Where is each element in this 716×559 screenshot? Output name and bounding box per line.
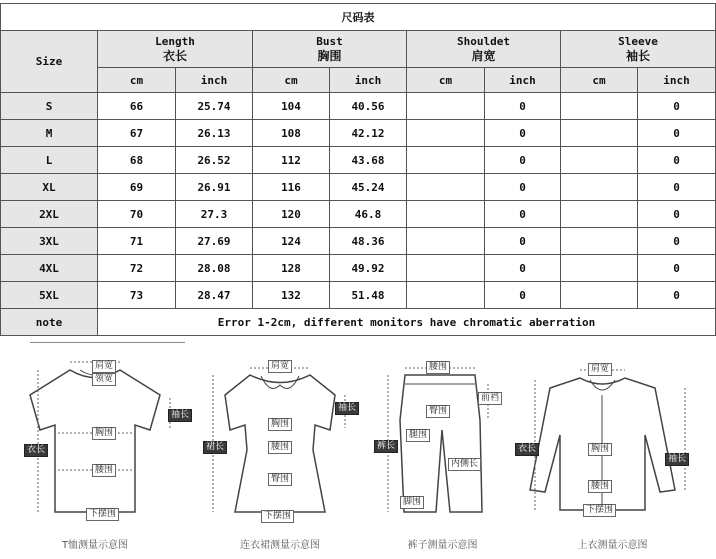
chest-label: 胸围 — [588, 443, 612, 456]
table-cell: 0 — [638, 93, 716, 120]
length-label: 裙长 — [203, 441, 227, 454]
table-row — [1, 174, 716, 201]
table-cell: 0 — [485, 201, 561, 228]
waist-label: 腰围 — [92, 464, 116, 477]
table-cell: 51.48 — [330, 282, 407, 309]
waist-label: 腰围 — [588, 480, 612, 493]
size-cell: L — [1, 147, 98, 174]
chest-label: 胸围 — [268, 418, 292, 431]
table-cell: 0 — [485, 147, 561, 174]
table-cell — [561, 174, 638, 201]
front-rise-label: 前裆 — [478, 392, 502, 405]
size-cell: S — [1, 93, 98, 120]
table-cell: 49.92 — [330, 255, 407, 282]
unit-header: cm — [407, 68, 485, 93]
foot-label: 脚围 — [400, 496, 424, 509]
table-cell: 40.56 — [330, 93, 407, 120]
size-column-header: Size — [1, 31, 98, 93]
length-header: Length 衣长 — [98, 31, 253, 68]
table-cell: 0 — [485, 282, 561, 309]
table-cell: 0 — [638, 174, 716, 201]
table-cell — [561, 93, 638, 120]
unit-header: inch — [176, 68, 253, 93]
bust-header: Bust 胸围 — [253, 31, 407, 68]
table-cell: 108 — [253, 120, 330, 147]
note-label: note — [1, 309, 98, 336]
table-row — [1, 93, 716, 120]
table-cell: 128 — [253, 255, 330, 282]
size-cell: 5XL — [1, 282, 98, 309]
table-cell: 0 — [638, 255, 716, 282]
table-cell: 112 — [253, 147, 330, 174]
table-cell: 0 — [485, 93, 561, 120]
table-cell — [407, 255, 485, 282]
size-cell: XL — [1, 174, 98, 201]
unit-header: cm — [98, 68, 176, 93]
size-cell: 2XL — [1, 201, 98, 228]
table-cell: 0 — [485, 120, 561, 147]
table-cell: 0 — [638, 201, 716, 228]
sleeve-label: 袖长 — [168, 409, 192, 422]
unit-header: cm — [561, 68, 638, 93]
table-cell: 0 — [638, 120, 716, 147]
shirt-drawing — [515, 340, 710, 559]
pants-caption: 裤子测量示意图 — [407, 540, 478, 551]
measurement-diagrams — [0, 340, 716, 559]
table-cell: 43.68 — [330, 147, 407, 174]
unit-header: inch — [485, 68, 561, 93]
table-cell: 0 — [638, 228, 716, 255]
shirt-diagram — [515, 340, 710, 559]
hem-label: 下摆围 — [86, 508, 119, 521]
table-cell: 67 — [98, 120, 176, 147]
table-cell: 28.08 — [176, 255, 253, 282]
table-cell: 132 — [253, 282, 330, 309]
table-cell: 73 — [98, 282, 176, 309]
table-row — [1, 255, 716, 282]
hem-label: 下摆围 — [261, 510, 294, 523]
length-label: 衣长 — [515, 443, 539, 456]
table-cell: 70 — [98, 201, 176, 228]
table-cell — [407, 120, 485, 147]
hip-label: 臀围 — [426, 405, 450, 418]
table-cell: 124 — [253, 228, 330, 255]
unit-header: inch — [638, 68, 716, 93]
table-cell — [561, 282, 638, 309]
size-table — [0, 3, 716, 336]
table-cell — [561, 201, 638, 228]
table-cell: 46.8 — [330, 201, 407, 228]
table-cell: 0 — [638, 147, 716, 174]
table-cell: 69 — [98, 174, 176, 201]
table-cell: 71 — [98, 228, 176, 255]
shirt-caption: 上衣测量示意图 — [577, 540, 648, 551]
size-cell: M — [1, 120, 98, 147]
table-title: 尺码表 — [1, 4, 716, 31]
chest-label: 胸围 — [92, 427, 116, 440]
table-cell: 66 — [98, 93, 176, 120]
table-cell: 26.91 — [176, 174, 253, 201]
hip-label: 臀围 — [268, 473, 292, 486]
inseam-label: 内侧长 — [448, 458, 481, 471]
table-cell: 116 — [253, 174, 330, 201]
unit-header: cm — [253, 68, 330, 93]
shoulder-header: Shouldet 肩宽 — [407, 31, 561, 68]
dress-diagram — [195, 340, 365, 559]
table-cell: 26.13 — [176, 120, 253, 147]
hem-label: 下摆围 — [583, 504, 616, 517]
table-row — [1, 120, 716, 147]
size-cell: 3XL — [1, 228, 98, 255]
table-cell — [407, 282, 485, 309]
table-cell — [561, 228, 638, 255]
table-row — [1, 228, 716, 255]
pants-diagram — [370, 340, 515, 559]
table-cell — [561, 120, 638, 147]
sleeve-label: 袖长 — [335, 402, 359, 415]
length-label: 裤长 — [374, 440, 398, 453]
collar-label: 领宽 — [92, 373, 116, 386]
table-cell — [407, 228, 485, 255]
table-row — [1, 201, 716, 228]
size-cell: 4XL — [1, 255, 98, 282]
table-cell: 0 — [638, 282, 716, 309]
note-text: Error 1-2cm, different monitors have chromatic aberration — [98, 309, 716, 336]
table-cell: 68 — [98, 147, 176, 174]
table-cell: 26.52 — [176, 147, 253, 174]
table-cell: 0 — [485, 174, 561, 201]
table-cell: 27.3 — [176, 201, 253, 228]
table-cell — [561, 147, 638, 174]
table-row — [1, 147, 716, 174]
table-cell — [407, 174, 485, 201]
sleeve-label: 袖长 — [665, 453, 689, 466]
table-cell: 104 — [253, 93, 330, 120]
table-cell — [407, 93, 485, 120]
sleeve-header: Sleeve 袖长 — [561, 31, 716, 68]
table-cell — [407, 147, 485, 174]
tshirt-caption: T恤测量示意图 — [61, 540, 129, 551]
table-row — [1, 282, 716, 309]
waist-label: 腰围 — [426, 361, 450, 374]
table-cell: 48.36 — [330, 228, 407, 255]
tshirt-diagram — [10, 340, 190, 559]
table-cell: 42.12 — [330, 120, 407, 147]
table-cell: 25.74 — [176, 93, 253, 120]
table-cell: 0 — [485, 255, 561, 282]
table-cell — [407, 201, 485, 228]
shoulder-label: 肩宽 — [588, 363, 612, 376]
table-cell: 45.24 — [330, 174, 407, 201]
table-cell: 27.69 — [176, 228, 253, 255]
waist-label: 腰围 — [268, 441, 292, 454]
shoulder-label: 肩宽 — [268, 360, 292, 373]
table-cell: 0 — [485, 228, 561, 255]
length-label: 衣长 — [24, 444, 48, 457]
unit-header: inch — [330, 68, 407, 93]
shoulder-label: 肩宽 — [92, 360, 116, 373]
table-cell: 28.47 — [176, 282, 253, 309]
table-cell: 120 — [253, 201, 330, 228]
dress-caption: 连衣裙测量示意图 — [240, 540, 320, 551]
table-cell: 72 — [98, 255, 176, 282]
thigh-label: 腿围 — [406, 429, 430, 442]
table-cell — [561, 255, 638, 282]
